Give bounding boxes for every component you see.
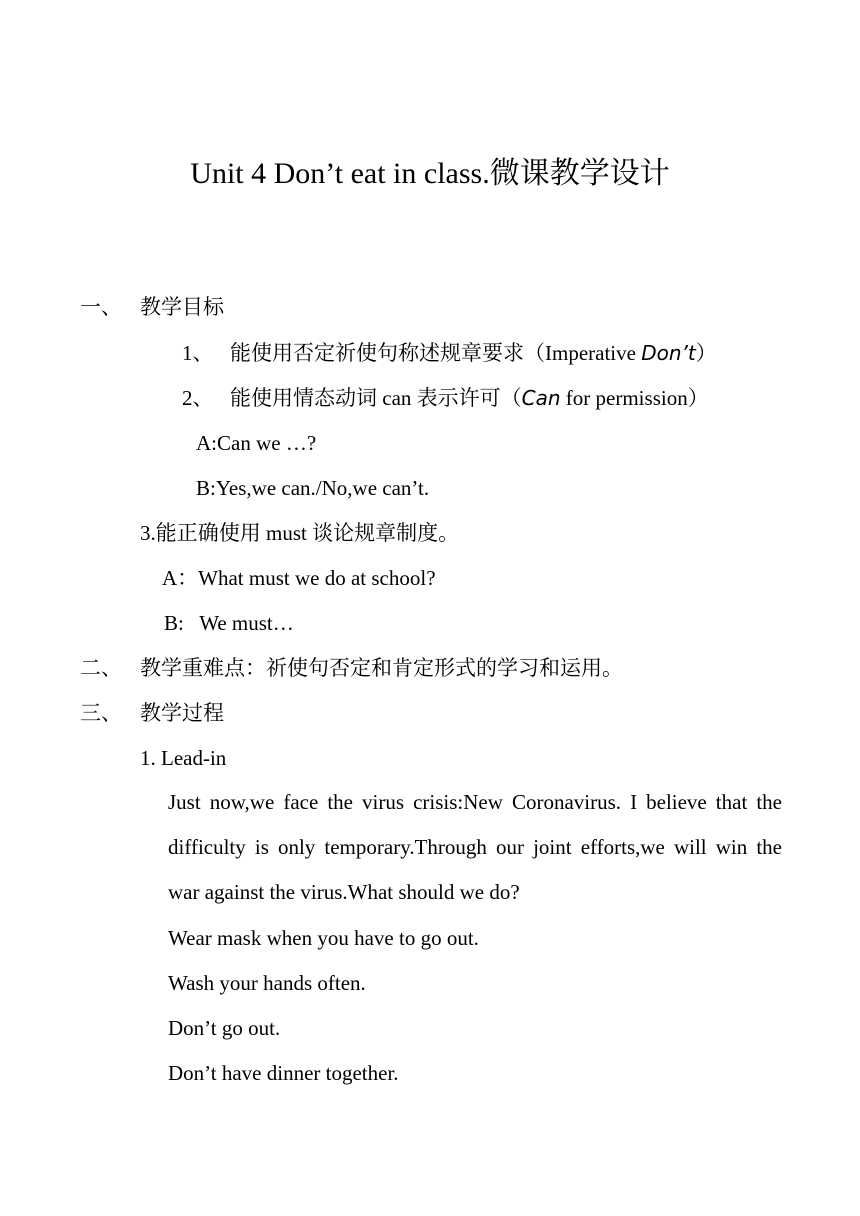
rule-item: Wash your hands often. [168,971,366,995]
goal-1-emphasis: Don’t [641,341,696,365]
example-a: A:Can we …? [196,431,317,455]
section-3-heading: 教学过程 [140,701,224,725]
goal-2-text: 能使用情态动词 can 表示许可（ [230,386,522,410]
goal-1-close: ） [695,341,717,365]
goal-3: 3.能正确使用 must 谈论规章制度。 [140,521,460,545]
section-2-marker: 二、 [80,656,122,680]
goal-2 [230,385,709,411]
goal-1 [230,340,717,366]
goal-1-text: 能使用否定祈使句称述规章要求（Imperative [230,341,642,365]
section-1-heading: 教学目标 [140,295,224,319]
example-3-a: A：What must we do at school? [162,566,436,590]
goal-2-number: 2、 [182,386,214,410]
section-1-marker: 一、 [80,295,122,319]
section-2-text: 教学重难点：祈使句否定和肯定形式的学习和运用。 [140,656,623,680]
example-b: B:Yes,we can./No,we can’t. [196,476,430,500]
rule-item: Wear mask when you have to go out. [168,926,479,950]
lead-in-paragraph: Just now,we face the virus crisis:New Coronavirus. I believe that the difficulty is only temporary.Through our joint efforts,we will win the war against the virus.What should we do? [168,790,782,904]
rule-item: Don’t have dinner together. [168,1061,399,1085]
rule-item: Don’t go out. [168,1016,281,1040]
goal-1-number: 1、 [182,341,214,365]
goal-2-emphasis: Can [521,386,561,410]
goal-2-close: for permission） [560,386,709,410]
section-3-marker: 三、 [80,701,122,725]
document-title: Unit 4 Don’t eat in class.微课教学设计 [190,157,670,190]
step-1-title: 1. Lead-in [140,746,227,770]
example-3-b: B: We must… [164,611,294,635]
